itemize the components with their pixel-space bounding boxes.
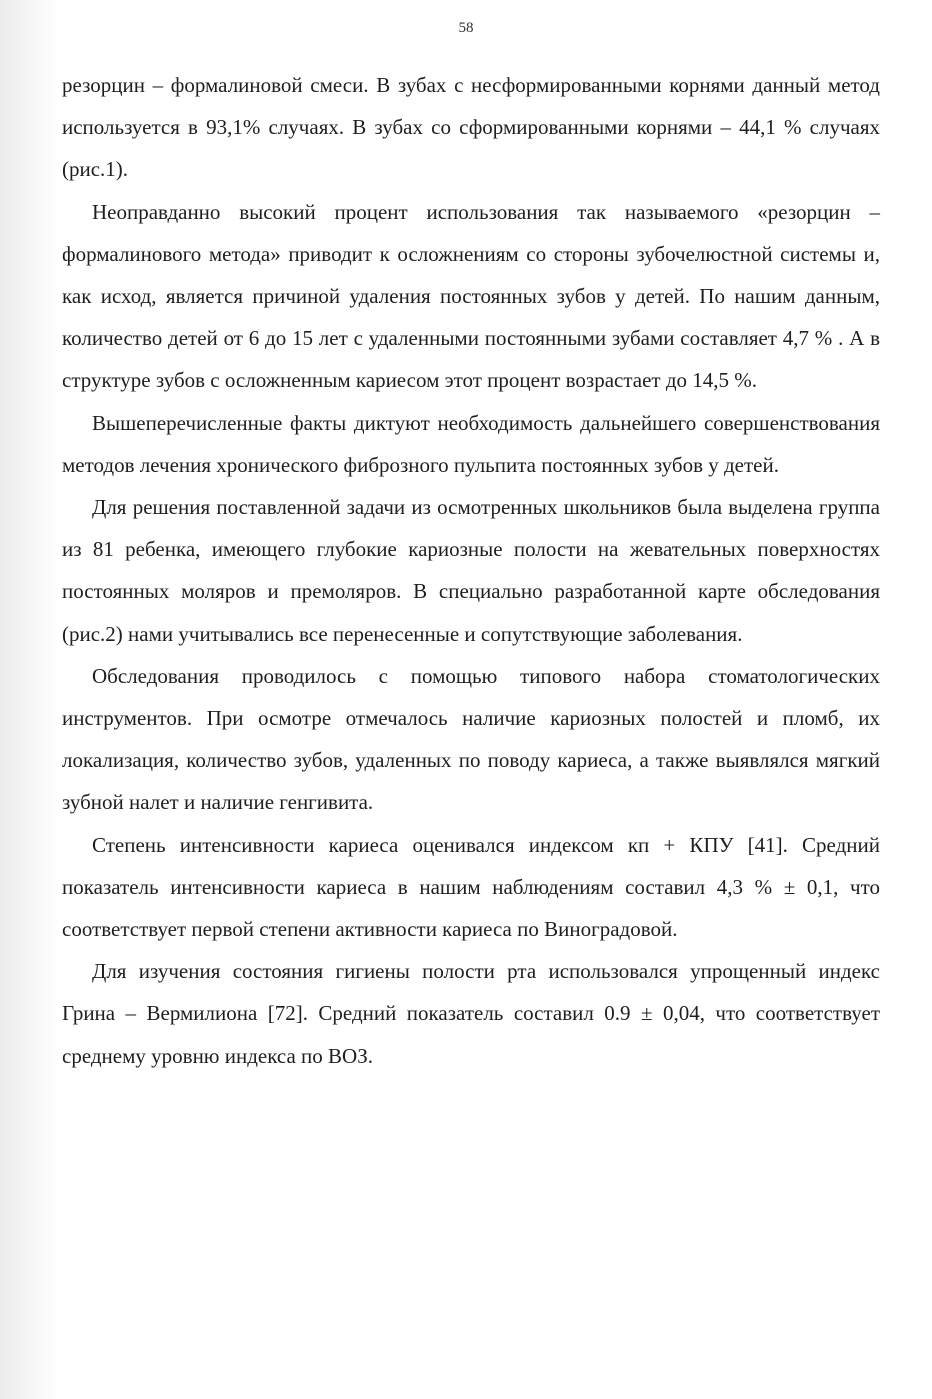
paragraph-1: резорцин – формалиновой смеси. В зубах с несформированными корнями данный метод используется в 93,1% случаях. В зубах со сформированными корнями – 44,1 % случаях (рис.1). xyxy=(62,73,880,182)
body-text xyxy=(62,64,880,1077)
paragraph-2: Неоправданно высокий процент использования так называемого «резорцин – формалинового метода» приводит к осложнениям со стороны зубочелюстной системы и, как исход, является причиной удаления постоянных зубов у детей. По нашим данным, количество детей от 6 до 15 лет с удаленными постоянными зубами составляет 4,7 % . А в структуре зубов с осложненным кариесом этот процент возрастает до 14,5 %. xyxy=(62,199,880,393)
paragraph-5: Обследования проводилось с помощью типового набора стоматологических инструментов. При осмотре отмечалось наличие кариозных полостей и пломб, их локализация, количество зубов, удаленных по поводу кариеса, а также выявлялся мягкий зубной налет и наличие генгивита. xyxy=(62,663,880,815)
paragraph-4: Для решения поставленной задачи из осмотренных школьников была выделена группа из 81 ребенка, имеющего глубокие кариозные полости на жевательных поверхностях постоянных моляров и премоляров. В специально разработанной карте обследования (рис.2) нами учитывались все перенесенные и сопутствующие заболевания. xyxy=(62,495,880,646)
page-number: 58 xyxy=(458,20,474,36)
scan-shadow xyxy=(0,0,60,1399)
paragraph-7: Для изучения состояния гигиены полости рта использовался упрощенный индекс Грина – Вермилиона [72]. Средний показатель составил 0.9 ± 0,04, что соответствует среднему уровню индекса по ВОЗ. xyxy=(62,959,880,1068)
paragraph-3: Вышеперечисленные факты диктуют необходимость дальнейшего совершенствования методов лечения хронического фиброзного пульпита постоянных зубов у детей. xyxy=(62,410,880,477)
paragraph-6: Степень интенсивности кариеса оценивался индексом кп + КПУ [41]. Средний показатель интенсивности кариеса в нашим наблюдениям составил 4,3 % ± 0,1, что соответствует первой степени активности кариеса по Виноградовой. xyxy=(62,832,880,942)
